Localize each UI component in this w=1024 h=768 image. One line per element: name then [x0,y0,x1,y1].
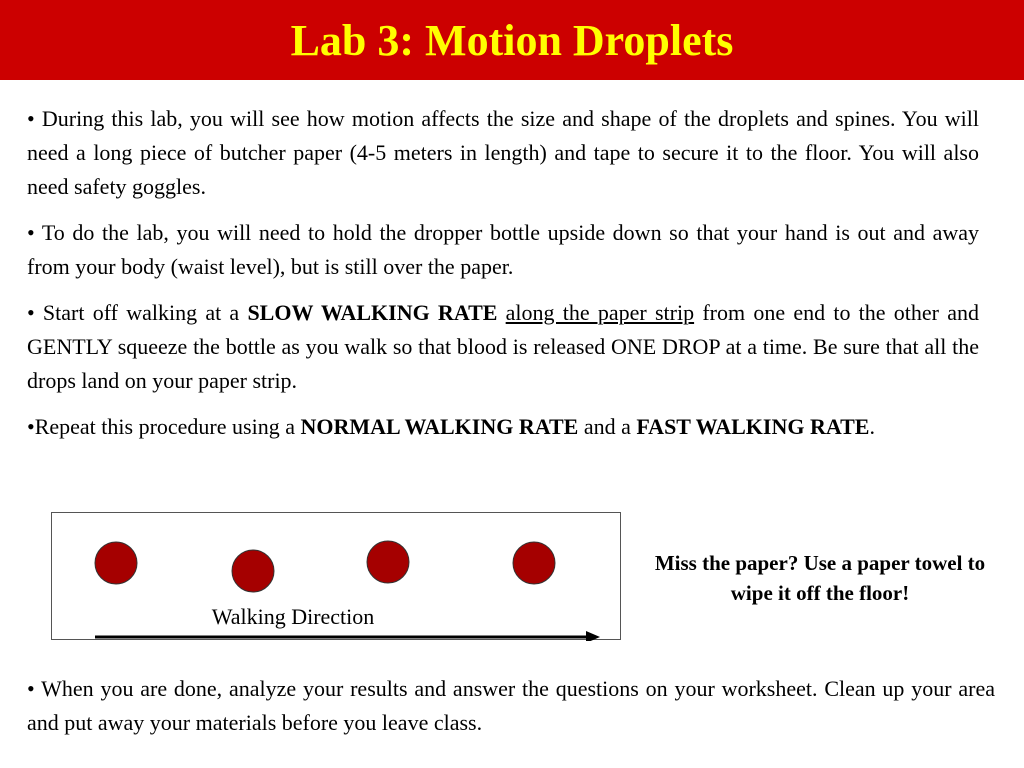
bullet-slow-walk-space [497,300,505,325]
bullet-repeat-and: and a [578,414,637,439]
blood-drop-3 [367,541,409,583]
bullet-repeat [27,410,979,444]
instructions-list [27,102,979,456]
walking-direction-arrow-head [586,631,600,641]
title-bar [0,0,1024,80]
bullet-slow-walk [27,296,979,398]
bullet-repeat-start: •Repeat this procedure using a [27,414,301,439]
bullet-slow-walk-start: • Start off walking at a [27,300,248,325]
blood-drop-4 [513,542,555,584]
normal-walking-rate: NORMAL WALKING RATE [300,414,579,439]
slow-walking-rate: SLOW WALKING RATE [247,300,498,325]
blood-drop-1 [95,542,137,584]
blood-drop-2 [232,550,274,592]
walking-direction-label: Walking Direction [211,604,375,629]
fast-walking-rate: FAST WALKING RATE [636,414,870,439]
bullet-intro: • During this lab, you will see how motion affects the size and shape of the droplets and spines. You will need a long piece of butcher paper (4-5 meters in length) and tape to secure it to the floor. You will also need safety goggles. [27,106,979,199]
bullet-hold-bottle: • To do the lab, you will need to hold the dropper bottle upside down so that your hand is out and away from your body (waist level), but is still over the paper. [27,220,979,279]
miss-paper-note: Miss the paper? Use a paper towel to wipe it off the floor! [654,551,986,605]
bullet-finish: • When you are done, analyze your results and answer the questions on your worksheet. Clean up your area and put away your materials before you leave class. [27,676,995,735]
slide-title: Lab 3: Motion Droplets [290,15,734,65]
bullet-slow-walk-end: from one end to the other and GENTLY squeeze the bottle as you walk so that blood is released ONE DROP at a time. Be sure that all the drops land on your paper strip. [27,300,979,393]
bullet-repeat-end: . [869,414,875,439]
along-paper-strip: along the paper strip [505,300,695,325]
